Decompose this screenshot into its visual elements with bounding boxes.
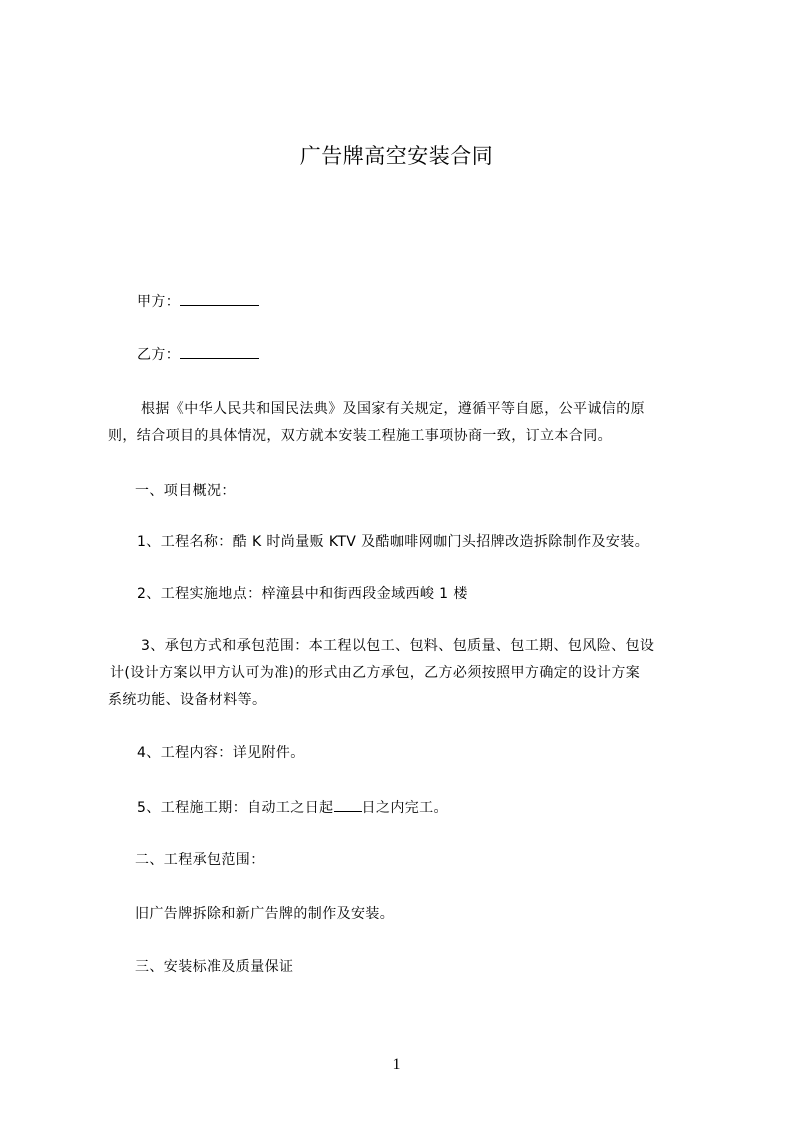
item-3-line-3: 系统功能、设备材料等。 bbox=[108, 692, 267, 708]
item-1: 1、工程名称：酷 K 时尚量贩 KTV 及酷咖啡网咖门头招牌改造拆除制作及安装。 bbox=[137, 534, 650, 550]
section-1-heading: 一、项目概况： bbox=[135, 483, 236, 499]
section-3-heading: 三、安装标准及质量保证 bbox=[135, 959, 294, 975]
item-2: 2、工程实施地点：梓潼县中和街西段金域西峻 1 楼 bbox=[137, 586, 468, 602]
item-3-line-1: 3、承包方式和承包范围：本工程以包工、包料、包质量、包工期、包风险、包设 bbox=[141, 638, 655, 654]
section-2-heading: 二、工程承包范围： bbox=[135, 852, 265, 868]
party-a-label: 甲方： bbox=[137, 294, 181, 310]
party-a-line bbox=[137, 291, 259, 312]
party-b-line bbox=[137, 344, 259, 365]
item-5-text-after: 日之内完工。 bbox=[361, 800, 448, 816]
preamble-line-2: 则，结合项目的具体情况，双方就本安装工程施工事项协商一致，订立本合同。 bbox=[108, 428, 612, 444]
page-number: 1 bbox=[392, 1056, 401, 1073]
preamble-line-1: 根据《中华人民共和国民法典》及国家有关规定，遵循平等自愿，公平诚信的原 bbox=[141, 401, 645, 417]
contract-title: 广告牌高空安装合同 bbox=[299, 144, 494, 168]
party-b-label: 乙方： bbox=[137, 347, 181, 363]
party-b-blank bbox=[180, 344, 259, 359]
section-2-body: 旧广告牌拆除和新广告牌的制作及安装。 bbox=[135, 906, 395, 922]
party-a-blank bbox=[180, 291, 259, 306]
item-3-line-2: 计(设计方案以甲方认可为准)的形式由乙方承包，乙方必须按照甲方确定的设计方案 bbox=[110, 665, 641, 681]
item-4: 4、工程内容：详见附件。 bbox=[137, 745, 305, 761]
item-5-blank bbox=[334, 797, 362, 812]
item-5-text-before: 5、工程施工期：自动工之日起 bbox=[137, 800, 334, 816]
item-5 bbox=[137, 797, 448, 818]
